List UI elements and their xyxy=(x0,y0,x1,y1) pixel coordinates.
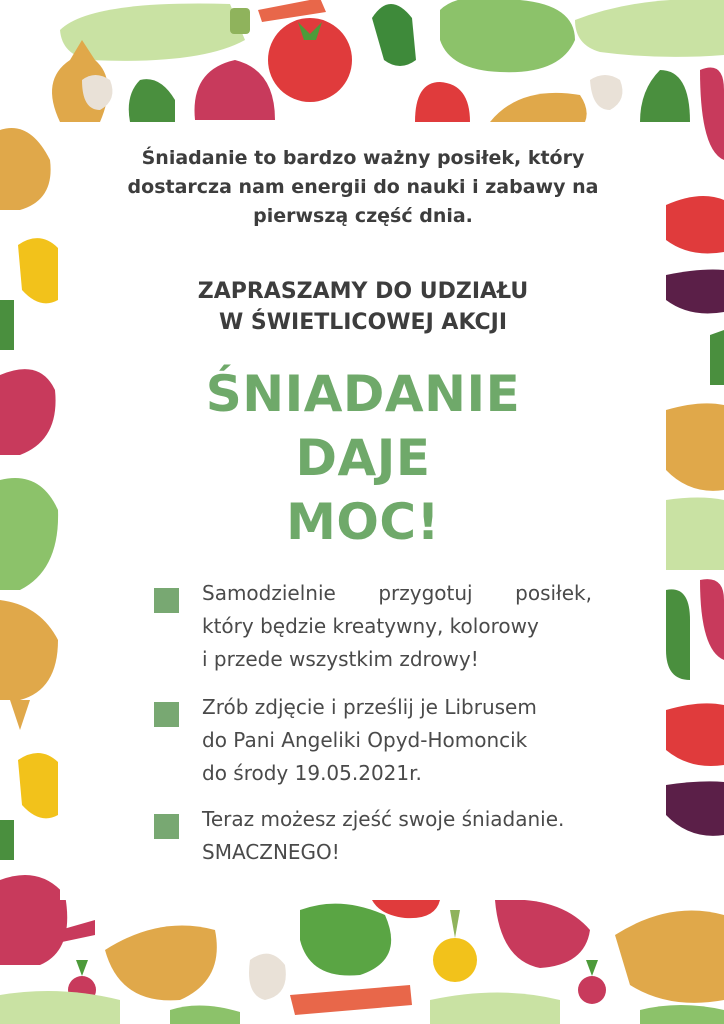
intro-line: pierwszą część dnia. xyxy=(253,205,473,227)
potato-icon xyxy=(666,403,724,491)
step-line: SMACZNEGO! xyxy=(202,840,340,864)
intro-line: Śniadanie to bardzo ważny posiłek, który xyxy=(141,147,585,169)
zucchini-icon xyxy=(0,991,560,1024)
invite-line: W ŚWIETLICOWEJ AKCJI xyxy=(218,310,508,335)
square-bullet-icon xyxy=(154,814,179,839)
intro-line: dostarcza nam energii do nauki i zabawy na xyxy=(127,176,599,198)
lettuce-icon xyxy=(0,478,58,590)
beet-icon xyxy=(700,68,724,161)
eggplant-icon xyxy=(666,270,724,314)
pepper-icon xyxy=(18,238,58,303)
zucchini-icon xyxy=(575,0,724,57)
zucchini-icon xyxy=(666,498,724,571)
potato-icon xyxy=(105,926,217,1001)
lettuce-icon xyxy=(640,1005,724,1024)
cucumber-icon xyxy=(666,589,690,680)
carrot-icon xyxy=(290,985,412,1015)
square-bullet-icon xyxy=(154,702,179,727)
tomato-icon xyxy=(415,82,470,122)
tomato-icon xyxy=(666,196,724,254)
potato-icon xyxy=(490,93,587,122)
pepper-icon xyxy=(18,753,58,818)
invite-heading xyxy=(60,276,666,338)
square-bullet-icon xyxy=(154,588,179,613)
eggplant-icon xyxy=(666,781,724,835)
step-line: Zrób zdjęcie i prześlij je Librusem xyxy=(202,695,537,719)
radish-icon xyxy=(578,960,606,1004)
invite-line: ZAPRASZAMY DO UDZIAŁU xyxy=(197,279,529,304)
potato-icon xyxy=(615,911,724,1003)
onion-icon xyxy=(433,910,477,982)
onion-icon xyxy=(0,128,51,210)
pepper-icon xyxy=(372,4,416,66)
step-line: do środy 19.05.2021r. xyxy=(202,761,422,785)
step-line: Teraz możesz zjeść swoje śniadanie. xyxy=(202,807,565,831)
beet-icon xyxy=(0,369,56,455)
step-line: Samodzielnie przygotuj posiłek, xyxy=(202,581,592,605)
title-line: DAJE xyxy=(295,429,431,487)
lettuce-icon xyxy=(300,904,391,976)
content-card xyxy=(60,122,666,900)
step-line: który będzie kreatywny, kolorowy xyxy=(202,614,539,638)
step-text xyxy=(202,691,592,790)
lettuce-icon xyxy=(440,0,575,72)
lettuce-icon xyxy=(170,1005,240,1024)
campaign-title xyxy=(60,362,666,554)
title-line: ŚNIADANIE xyxy=(205,365,521,423)
intro-text xyxy=(60,144,666,231)
tomato-icon xyxy=(268,18,352,102)
garlic-icon xyxy=(249,954,286,1000)
beet-icon xyxy=(195,60,276,120)
step-text xyxy=(202,577,592,676)
step-line: do Pani Angeliki Opyd-Homoncik xyxy=(202,728,528,752)
onion-icon xyxy=(0,600,58,730)
step-line: i przede wszystkim zdrowy! xyxy=(202,647,479,671)
cucumber-icon xyxy=(0,300,14,350)
cucumber-icon xyxy=(710,330,724,385)
tomato-icon xyxy=(666,703,724,766)
beet-icon xyxy=(495,899,590,968)
cucumber-icon xyxy=(0,820,14,860)
title-line: MOC! xyxy=(286,493,440,551)
beet-icon xyxy=(700,579,724,660)
step-text xyxy=(202,803,592,869)
